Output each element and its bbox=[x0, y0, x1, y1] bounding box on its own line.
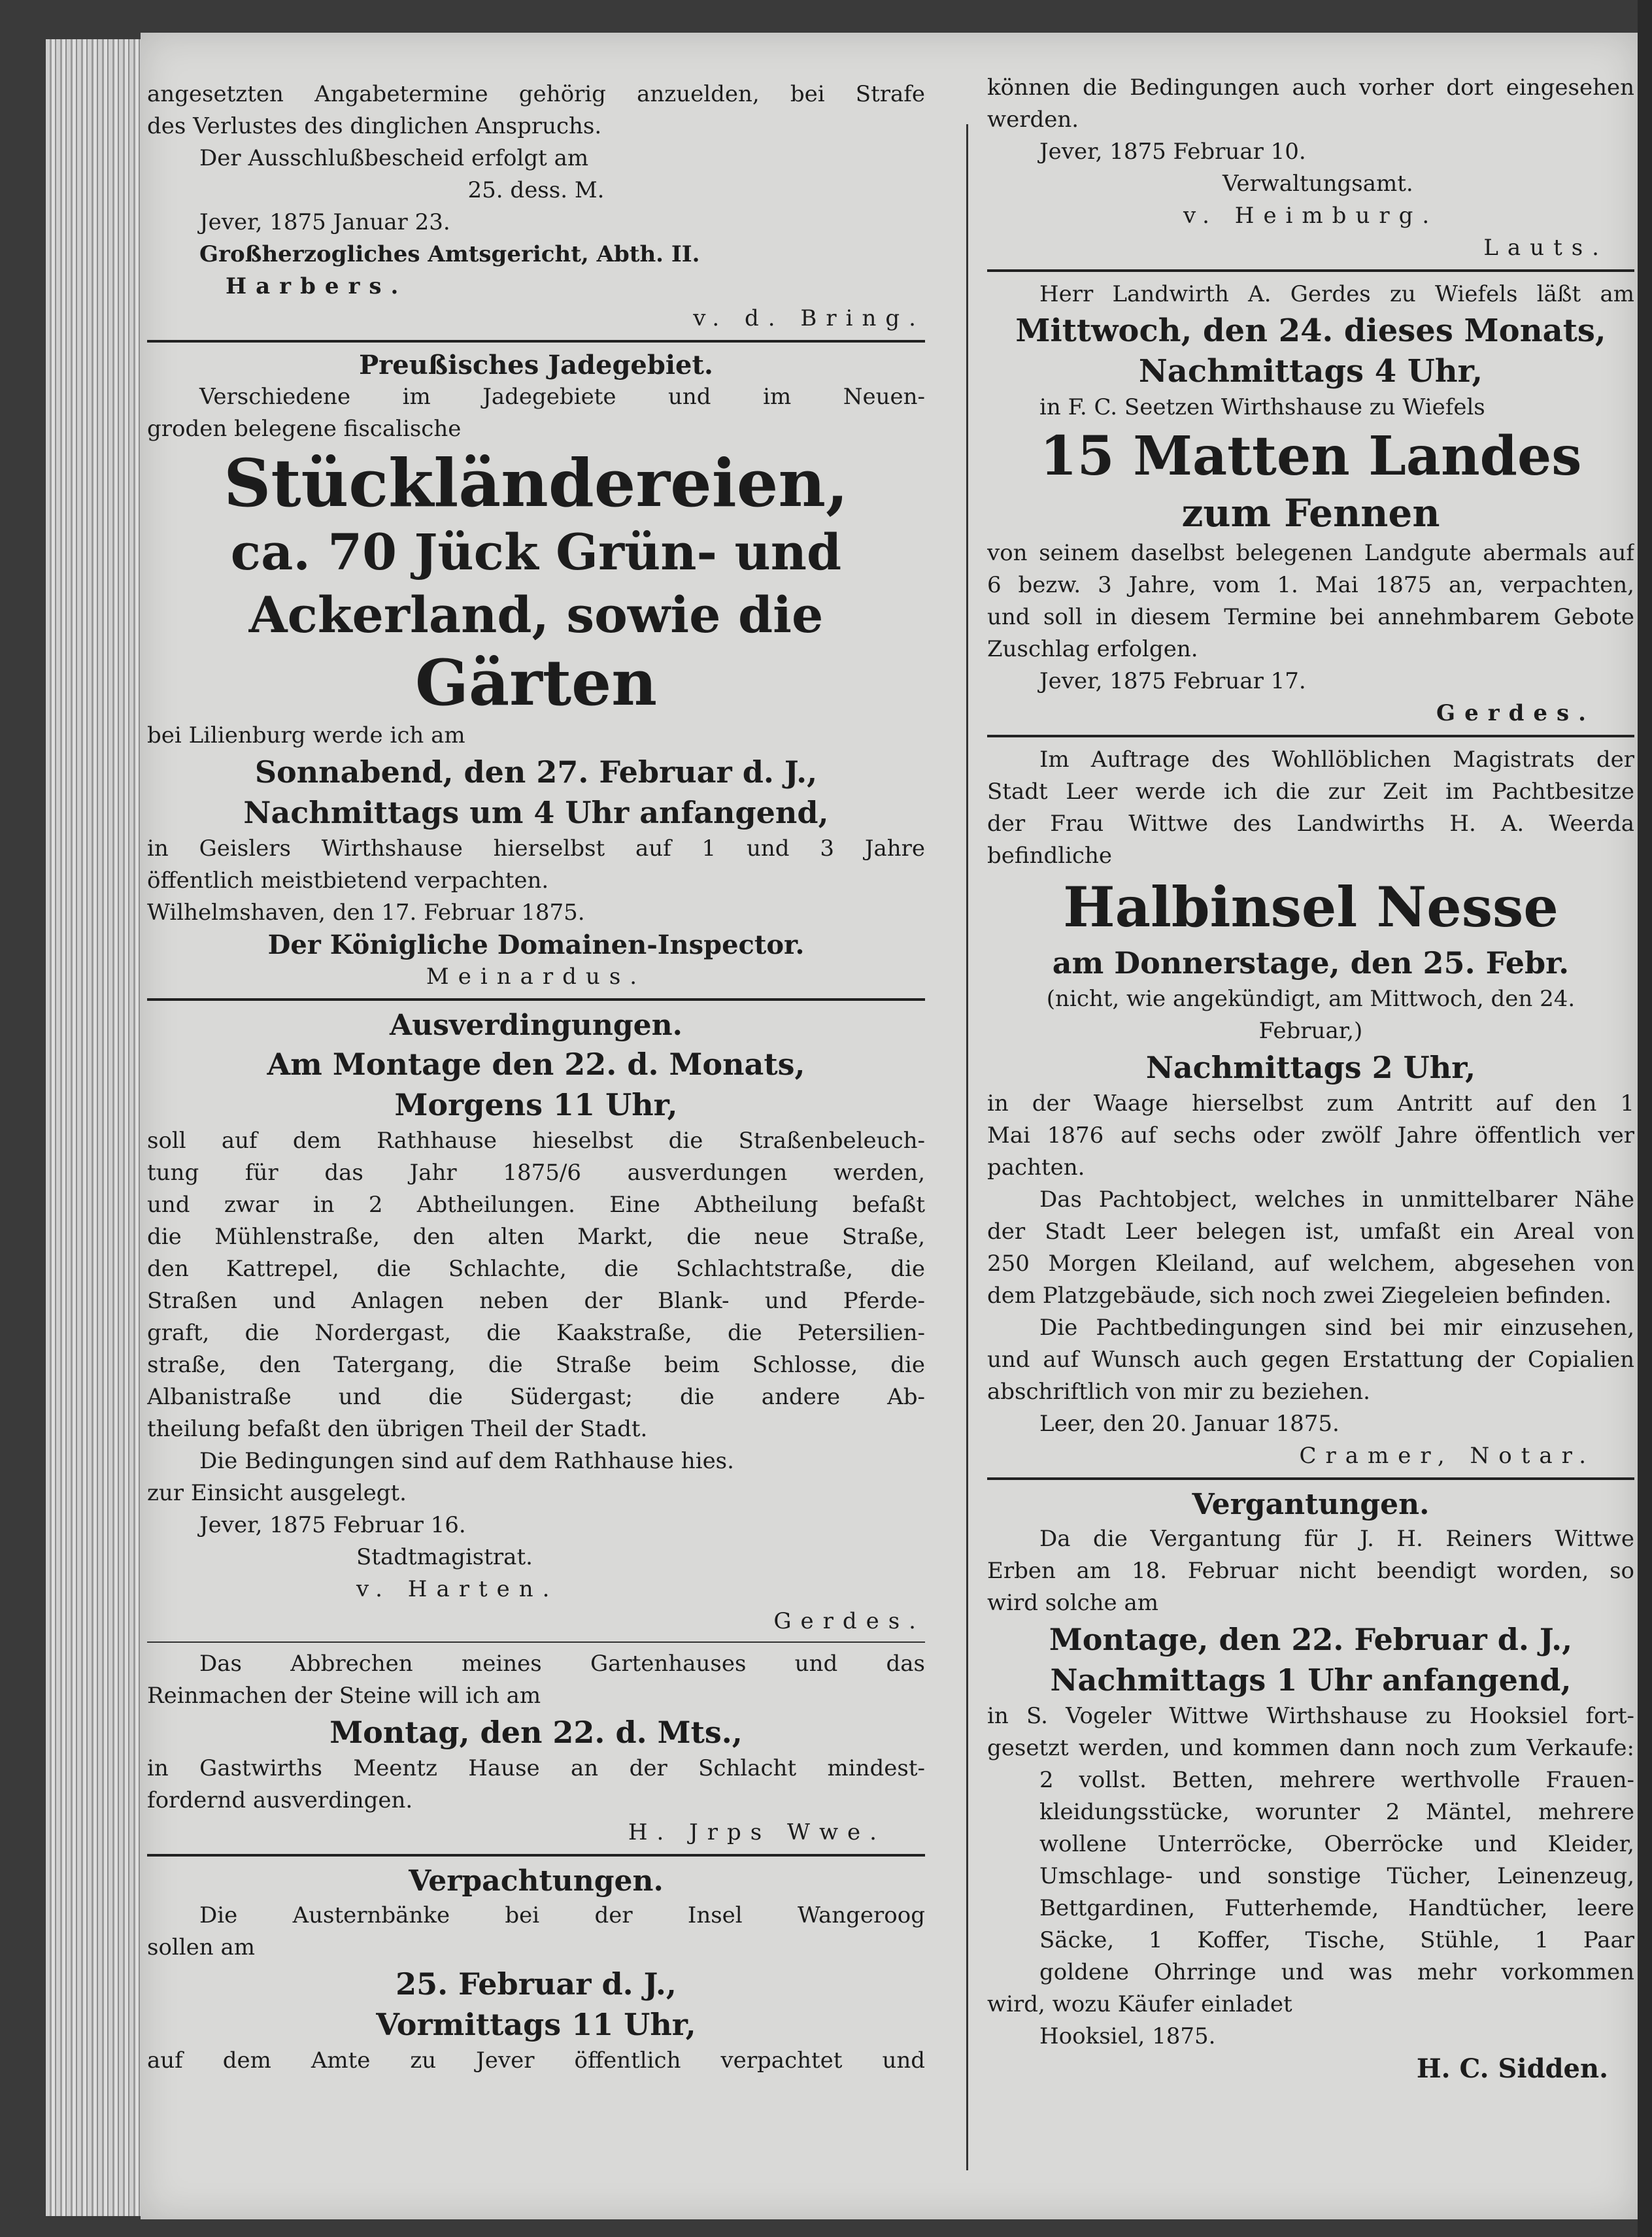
signature: H. C. Sidden. bbox=[1416, 2053, 1608, 2084]
text-line: können die Bedingungen auch vorher dort eingesehen bbox=[987, 75, 1634, 101]
signature: v. Heimburg. bbox=[1183, 203, 1439, 229]
text-line: zur Einsicht ausgelegt. bbox=[147, 1480, 407, 1506]
signature: Gerdes. bbox=[773, 1608, 925, 1634]
date-headline: Am Montage den 22. d. Monats, bbox=[267, 1047, 805, 1082]
section-title: Preußisches Jadegebiet. bbox=[359, 350, 713, 380]
time-headline: Nachmittags 4 Uhr, bbox=[1138, 353, 1483, 390]
text-line: pachten. bbox=[987, 1154, 1085, 1181]
date-headline: Montage, den 22. Februar d. J., bbox=[1049, 1622, 1573, 1657]
text-line: fordernd ausverdingen. bbox=[147, 1787, 413, 1813]
signature: Lauts. bbox=[1483, 235, 1608, 261]
list-item: Säcke, 1 Koffer, Tische, Stühle, 1 Paar bbox=[1039, 1927, 1634, 1953]
time-headline: Nachmittags um 4 Uhr anfangend, bbox=[243, 795, 829, 830]
time-headline: Nachmittags 1 Uhr anfangend, bbox=[1050, 1662, 1572, 1698]
text-line: bei Lilienburg werde ich am bbox=[147, 722, 465, 748]
list-item: kleidungsstücke, worunter 2 Mäntel, mehrere bbox=[1039, 1799, 1634, 1825]
dateline: Jever, 1875 Februar 10. bbox=[1039, 139, 1306, 165]
list-item: goldene Ohrringe und was mehr vorkommen bbox=[1039, 1959, 1634, 1985]
section-rule bbox=[147, 1854, 925, 1857]
text-line: Straßen und Anlagen neben der Blank- und Pferde- bbox=[147, 1288, 925, 1314]
text-line: in F. C. Seetzen Wirthshause zu Wiefels bbox=[1039, 394, 1485, 420]
text-line: wird solche am bbox=[987, 1590, 1158, 1616]
text-line: (nicht, wie angekündigt, am Mittwoch, den 24. bbox=[1046, 986, 1576, 1012]
signature: v. Harten. bbox=[356, 1576, 559, 1602]
scan-border bbox=[1638, 0, 1652, 2237]
section-title: Ausverdingungen. bbox=[390, 1009, 683, 1042]
headline: Halbinsel Nesse bbox=[1063, 875, 1559, 939]
section-title: Vergantungen. bbox=[1192, 1488, 1430, 1521]
text-line: in der Waage hierselbst zum Antritt auf den 1 bbox=[987, 1090, 1634, 1117]
list-item: Umschlage- und sonstige Tücher, Leinenzeug, bbox=[1039, 1863, 1634, 1889]
text-line: Verschiedene im Jadegebiete und im Neuen- bbox=[199, 384, 925, 410]
text-line: von seinem daselbst belegenen Landgute abermals auf bbox=[987, 540, 1634, 566]
dateline: Jever, 1875 Februar 16. bbox=[199, 1512, 466, 1538]
text-line: Mai 1876 auf sechs oder zwölf Jahre öffentlich ver bbox=[987, 1122, 1634, 1149]
text-line: Zuschlag erfolgen. bbox=[987, 636, 1198, 662]
text-line: groden belegene fiscalische bbox=[147, 416, 462, 442]
text-line: in S. Vogeler Wittwe Wirthshause zu Hooksiel fort- bbox=[987, 1703, 1634, 1729]
column-divider bbox=[966, 124, 968, 2170]
list-item: wollene Unterröcke, Oberröcke und Kleider, bbox=[1039, 1831, 1634, 1857]
text-line: theilung befaßt den übrigen Theil der Stadt. bbox=[147, 1416, 648, 1442]
text-line: Im Auftrage des Wohllöblichen Magistrats der bbox=[1039, 747, 1634, 773]
text-line: abschriftlich von mir zu beziehen. bbox=[987, 1379, 1370, 1405]
signature: Cramer, Notar. bbox=[1299, 1443, 1595, 1469]
text-line: befindliche bbox=[987, 843, 1113, 869]
time-headline: Vormittags 11 Uhr, bbox=[376, 2007, 696, 2042]
time-headline: Nachmittags 2 Uhr, bbox=[1145, 1050, 1476, 1085]
text-line: 25. dess. M. bbox=[467, 177, 605, 203]
dateline: Jever, 1875 Januar 23. bbox=[199, 209, 450, 235]
authority-line: Großherzogliches Amtsgericht, Abth. II. bbox=[199, 241, 700, 267]
section-title: Verpachtungen. bbox=[409, 1864, 664, 1898]
headline: Ackerland, sowie die bbox=[248, 586, 824, 644]
text-line: gesetzt werden, und kommen dann noch zum Verkaufe: bbox=[987, 1735, 1634, 1761]
authority-line: Der Königliche Domainen-Inspector. bbox=[267, 930, 805, 960]
dateline: Jever, 1875 Februar 17. bbox=[1039, 668, 1306, 694]
time-headline: Morgens 11 Uhr, bbox=[394, 1087, 678, 1122]
text-line: Stadt Leer werde ich die zur Zeit im Pachtbesitze bbox=[987, 779, 1634, 805]
text-line: des Verlustes des dinglichen Anspruchs. bbox=[147, 113, 602, 139]
text-line: Die Pachtbedingungen sind bei mir einzusehen, bbox=[1039, 1315, 1634, 1341]
text-line: die Mühlenstraße, den alten Markt, die neue Straße, bbox=[147, 1224, 925, 1250]
text-line: öffentlich meistbietend verpachten. bbox=[147, 867, 549, 894]
section-rule bbox=[987, 735, 1634, 737]
date-headline: 25. Februar d. J., bbox=[396, 1966, 677, 2002]
text-line: graft, die Nordergast, die Kaakstraße, die Petersilien- bbox=[147, 1320, 925, 1346]
date-headline: Sonnabend, den 27. Februar d. J., bbox=[254, 754, 818, 790]
section-rule bbox=[147, 340, 925, 343]
text-line: in Gastwirths Meentz Hause an der Schlacht mindest- bbox=[147, 1755, 925, 1781]
text-line: Das Abbrechen meines Gartenhauses und das bbox=[199, 1651, 925, 1677]
date-headline: am Donnerstage, den 25. Febr. bbox=[1052, 945, 1570, 981]
signature: Meinardus. bbox=[426, 964, 647, 990]
text-line: Der Ausschlußbescheid erfolgt am bbox=[199, 145, 589, 171]
signature: Gerdes. bbox=[1436, 700, 1595, 726]
dateline: Leer, den 20. Januar 1875. bbox=[1039, 1411, 1340, 1437]
headline: Stückländereien, bbox=[224, 445, 849, 522]
authority-line: Verwaltungsamt. bbox=[1222, 171, 1413, 197]
text-line: straße, den Tatergang, die Straße beim Schlosse, die bbox=[147, 1352, 925, 1378]
list-item: Bettgardinen, Futterhemde, Handtücher, leere bbox=[1039, 1895, 1634, 1921]
headline: ca. 70 Jück Grün- und bbox=[230, 523, 842, 581]
headline: Gärten bbox=[415, 646, 657, 720]
text-line: sollen am bbox=[147, 1934, 256, 1960]
text-line: Da die Vergantung für J. H. Reiners Wittwe bbox=[1039, 1526, 1634, 1552]
text-line: in Geislers Wirthshause hierselbst auf 1 und 3 Jahre bbox=[147, 835, 925, 862]
text-line: der Stadt Leer belegen ist, umfaßt ein Areal von bbox=[987, 1219, 1634, 1245]
section-rule bbox=[987, 1477, 1634, 1480]
date-headline: Montag, den 22. d. Mts., bbox=[329, 1715, 743, 1750]
signature: Harbers. bbox=[226, 273, 408, 299]
dateline: Hooksiel, 1875. bbox=[1039, 2023, 1216, 2049]
text-line: Erben am 18. Februar nicht beendigt worden, so bbox=[987, 1558, 1634, 1584]
text-line: tung für das Jahr 1875/6 ausverdungen werden, bbox=[147, 1160, 925, 1186]
text-line: Albanistraße und die Südergast; die andere Ab- bbox=[147, 1384, 925, 1410]
text-line: auf dem Amte zu Jever öffentlich verpachtet und bbox=[147, 2047, 925, 2074]
date-headline: Mittwoch, den 24. dieses Monats, bbox=[1015, 312, 1606, 349]
text-line: Die Austernbänke bei der Insel Wangeroog bbox=[199, 1902, 925, 1928]
text-line: Reinmachen der Steine will ich am bbox=[147, 1683, 541, 1709]
left-column bbox=[147, 78, 925, 2077]
text-line: und soll in diesem Termine bei annehmbarem Gebote bbox=[987, 604, 1634, 630]
text-line: den Kattrepel, die Schlachte, die Schlachtstraße, die bbox=[147, 1256, 925, 1282]
section-rule bbox=[147, 1641, 925, 1643]
headline: 15 Matten Landes bbox=[1039, 425, 1582, 488]
text-line: soll auf dem Rathhause hieselbst die Straßenbeleuch- bbox=[147, 1128, 925, 1154]
text-line: und auf Wunsch auch gegen Erstattung der Copialien bbox=[987, 1347, 1634, 1373]
text-line: und zwar in 2 Abtheilungen. Eine Abtheilung befaßt bbox=[147, 1192, 925, 1218]
right-column bbox=[987, 72, 1634, 2085]
dateline: Wilhelmshaven, den 17. Februar 1875. bbox=[147, 900, 585, 926]
text-line: angesetzten Angabetermine gehörig anzuelden, bei Strafe bbox=[147, 81, 925, 107]
text-line: Die Bedingungen sind auf dem Rathhause hies. bbox=[199, 1448, 734, 1474]
section-rule bbox=[147, 998, 925, 1001]
text-line: 250 Morgen Kleiland, auf welchem, abgesehen von bbox=[987, 1251, 1634, 1277]
signature: v. d. Bring. bbox=[693, 305, 925, 331]
text-line: dem Platzgebäude, sich noch zwei Ziegeleien befinden. bbox=[987, 1283, 1612, 1309]
headline: zum Fennen bbox=[1181, 491, 1440, 535]
text-line: werden. bbox=[987, 107, 1079, 133]
text-line: 6 bezw. 3 Jahre, vom 1. Mai 1875 an, verpachten, bbox=[987, 572, 1634, 598]
authority-line: Stadtmagistrat. bbox=[356, 1544, 533, 1570]
text-line: wird, wozu Käufer einladet bbox=[987, 1991, 1292, 2017]
text-line: Februar,) bbox=[1258, 1018, 1363, 1044]
section-rule bbox=[987, 269, 1634, 272]
text-line: Herr Landwirth A. Gerdes zu Wiefels läßt am bbox=[1039, 281, 1634, 307]
text-line: der Frau Wittwe des Landwirths H. A. Weerda bbox=[987, 811, 1634, 837]
list-item: 2 vollst. Betten, mehrere werthvolle Frauen- bbox=[1039, 1767, 1634, 1793]
text-line: Das Pachtobject, welches in unmittelbarer Nähe bbox=[1039, 1186, 1634, 1213]
signature: H. Jrps Wwe. bbox=[628, 1819, 886, 1845]
